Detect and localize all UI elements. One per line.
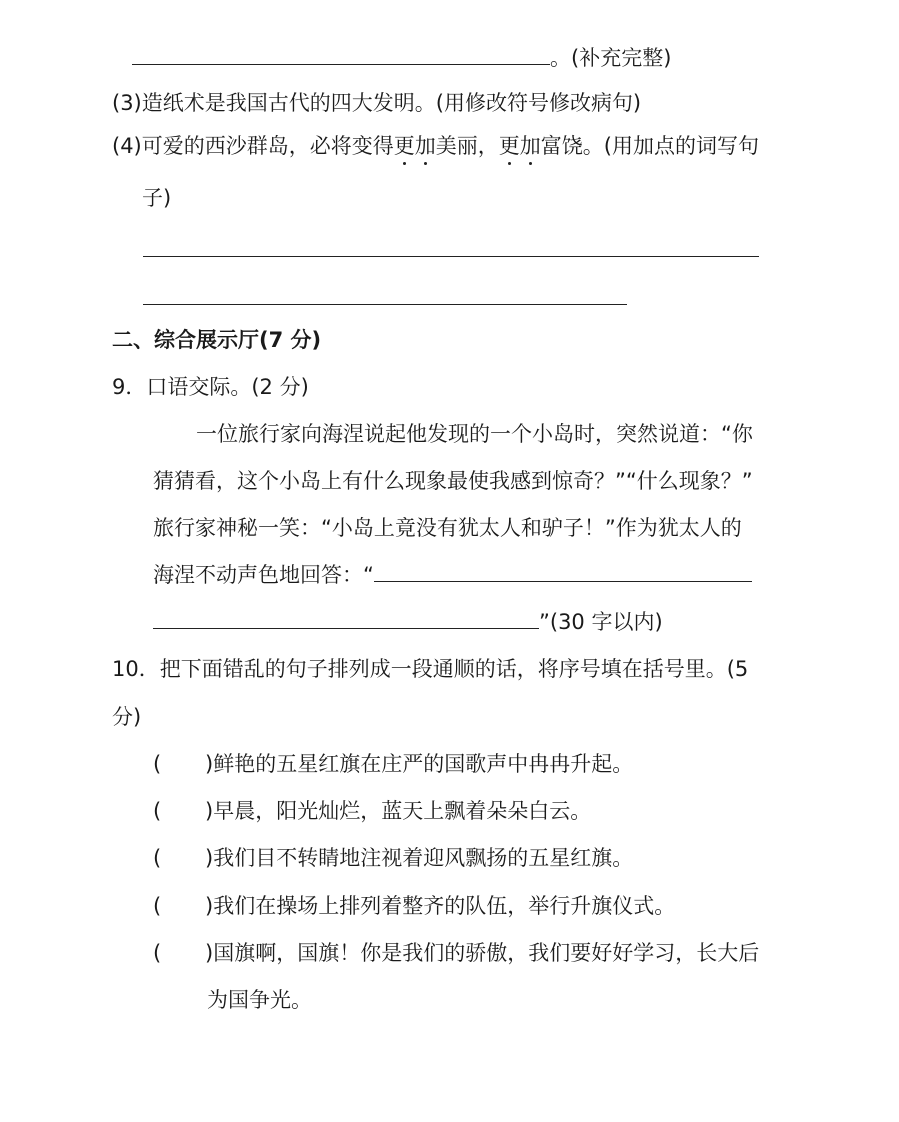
question-9-para-5: ”(30 字以内): [153, 612, 663, 633]
emphasis-char: 更: [393, 134, 415, 158]
emphasis-char: 加: [414, 134, 436, 158]
question-9-title: 9．口语交际。(2 分): [112, 375, 309, 399]
fill-blank[interactable]: [374, 580, 752, 582]
question-10-title-cont: 分): [112, 705, 142, 729]
question-9-para-2: 猜猜看，这个小岛上有什么现象最使我感到惊奇？”“什么现象？”: [153, 469, 753, 493]
emphasis-char: 更: [498, 134, 520, 158]
question-9-para-1: 一位旅行家向海涅说起他发现的一个小岛时，突然说道：“你: [196, 422, 753, 446]
instruction-text: 。(补充完整): [550, 46, 672, 70]
emphasis-char: 加: [519, 134, 541, 158]
fill-blank[interactable]: [153, 627, 539, 629]
order-input[interactable]: (: [153, 894, 162, 918]
question-item-4-cont: 子): [142, 186, 172, 210]
section-heading: 二、综合展示厅(7 分): [112, 328, 322, 352]
answer-line-q8-2: [132, 48, 671, 69]
order-item-5-cont: 为国争光。: [207, 988, 312, 1012]
order-item-1: ( )鲜艳的五星红旗在庄严的国歌声中冉冉升起。: [153, 752, 634, 776]
order-item-4: ( )我们在操场上排列着整齐的队伍，举行升旗仪式。: [153, 894, 676, 918]
order-item-3: ( )我们目不转睛地注视着迎风飘扬的五星红旗。: [153, 846, 634, 870]
order-input[interactable]: (: [153, 752, 162, 776]
order-item-2: ( )早晨，阳光灿烂，蓝天上飘着朵朵白云。: [153, 799, 592, 823]
answer-line-q8-4a[interactable]: [143, 240, 759, 261]
order-input[interactable]: (: [153, 941, 162, 965]
order-item-5: ( )国旗啊，国旗！你是我们的骄傲，我们要好好学习，长大后: [153, 941, 760, 965]
fill-blank[interactable]: [132, 63, 550, 65]
question-9-para-3: 旅行家神秘一笑：“小岛上竟没有犹太人和驴子！”作为犹太人的: [153, 516, 742, 540]
order-input[interactable]: (: [153, 799, 162, 823]
question-item-4: (4)可爱的西沙群岛，必将变得更加美丽，更加富饶。(用加点的词写句: [112, 134, 759, 158]
question-9-para-4: 海涅不动声色地回答：“: [153, 565, 752, 586]
order-input[interactable]: (: [153, 846, 162, 870]
question-10-title: 10．把下面错乱的句子排列成一段通顺的话，将序号填在括号里。(5: [112, 657, 749, 681]
answer-line-q8-4b[interactable]: [143, 288, 627, 309]
question-item-3: (3)造纸术是我国古代的四大发明。(用修改符号修改病句): [112, 91, 642, 115]
